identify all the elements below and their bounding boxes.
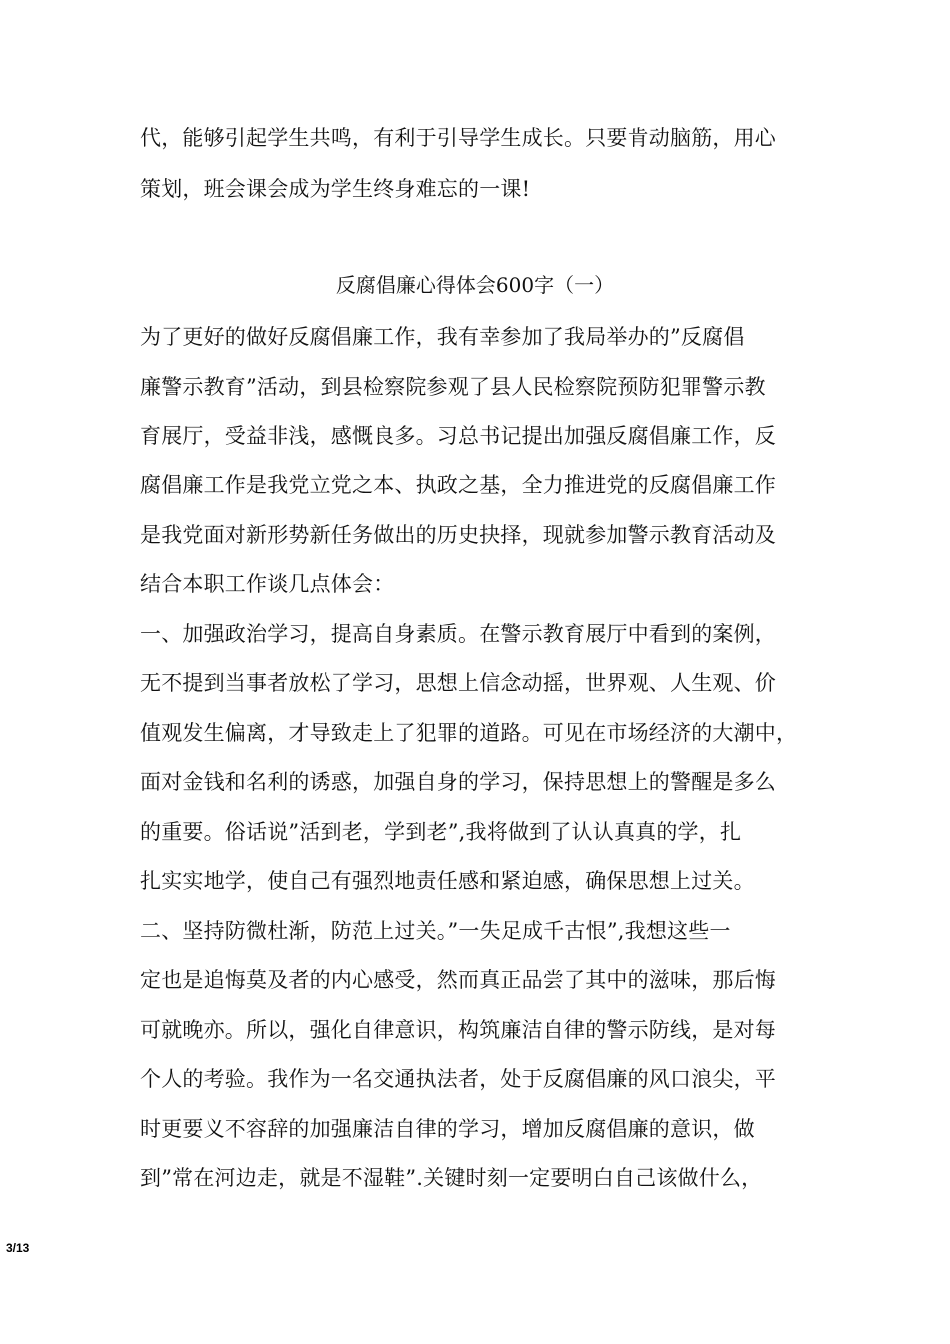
intro-line: 策划，班会课会成为学生终身难忘的一课! [140, 177, 531, 201]
paragraph-line: 廉警示教育”活动，到县检察院参观了县人民检察院预防犯罪警示教 [140, 375, 766, 399]
paragraph-line: 到”常在河边走，就是不湿鞋”.关键时刻一定要明白自己该做什么， [140, 1166, 763, 1190]
paragraph-line: 一、加强政治学习，提高自身素质。在警示教育展厅中看到的案例， [140, 622, 776, 646]
paragraph-line: 育展厅，受益非浅，感慨良多。习总书记提出加强反腐倡廉工作，反 [140, 424, 776, 448]
paragraph-line: 可就晚亦。所以，强化自律意识，构筑廉洁自律的警示防线，是对每 [140, 1018, 776, 1042]
essay-title: 反腐倡廉心得体会600字（一） [335, 273, 615, 297]
paragraph-line: 个人的考验。我作为一名交通执法者，处于反腐倡廉的风口浪尖，平 [140, 1067, 776, 1091]
paragraph-line: 值观发生偏离，才导致走上了犯罪的道路。可见在市场经济的大潮中， [140, 721, 798, 745]
paragraph-line: 面对金钱和名利的诱惑，加强自身的学习，保持思想上的警醒是多么 [140, 770, 776, 794]
paragraph-line: 结合本职工作谈几点体会： [140, 572, 395, 596]
paragraph-line: 无不提到当事者放松了学习，思想上信念动摇，世界观、人生观、价 [140, 671, 776, 695]
paragraph-line: 定也是追悔莫及者的内心感受，然而真正品尝了其中的滋味，那后悔 [140, 968, 776, 992]
paragraph-line: 腐倡廉工作是我党立党之本、执政之基，全力推进党的反腐倡廉工作 [140, 473, 776, 497]
intro-line: 代，能够引起学生共鸣，有利于引导学生成长。只要肯动脑筋，用心 [140, 126, 776, 150]
paragraph-line: 为了更好的做好反腐倡廉工作，我有幸参加了我局举办的”反腐倡 [140, 325, 745, 349]
paragraph-line: 时更要义不容辞的加强廉洁自律的学习，增加反腐倡廉的意识，做 [140, 1117, 755, 1141]
paragraph-line: 扎实实地学，使自己有强烈地责任感和紧迫感，确保思想上过关。 [140, 869, 755, 893]
paragraph-line: 二、坚持防微杜渐，防范上过关。”一失足成千古恨”,我想这些一 [140, 919, 731, 943]
paragraph-line: 的重要。俗话说”活到老，学到老”,我将做到了认认真真的学，扎 [140, 820, 742, 844]
paragraph-line: 是我党面对新形势新任务做出的历史抉择，现就参加警示教育活动及 [140, 523, 776, 547]
page-number: 3/13 [6, 1241, 30, 1255]
